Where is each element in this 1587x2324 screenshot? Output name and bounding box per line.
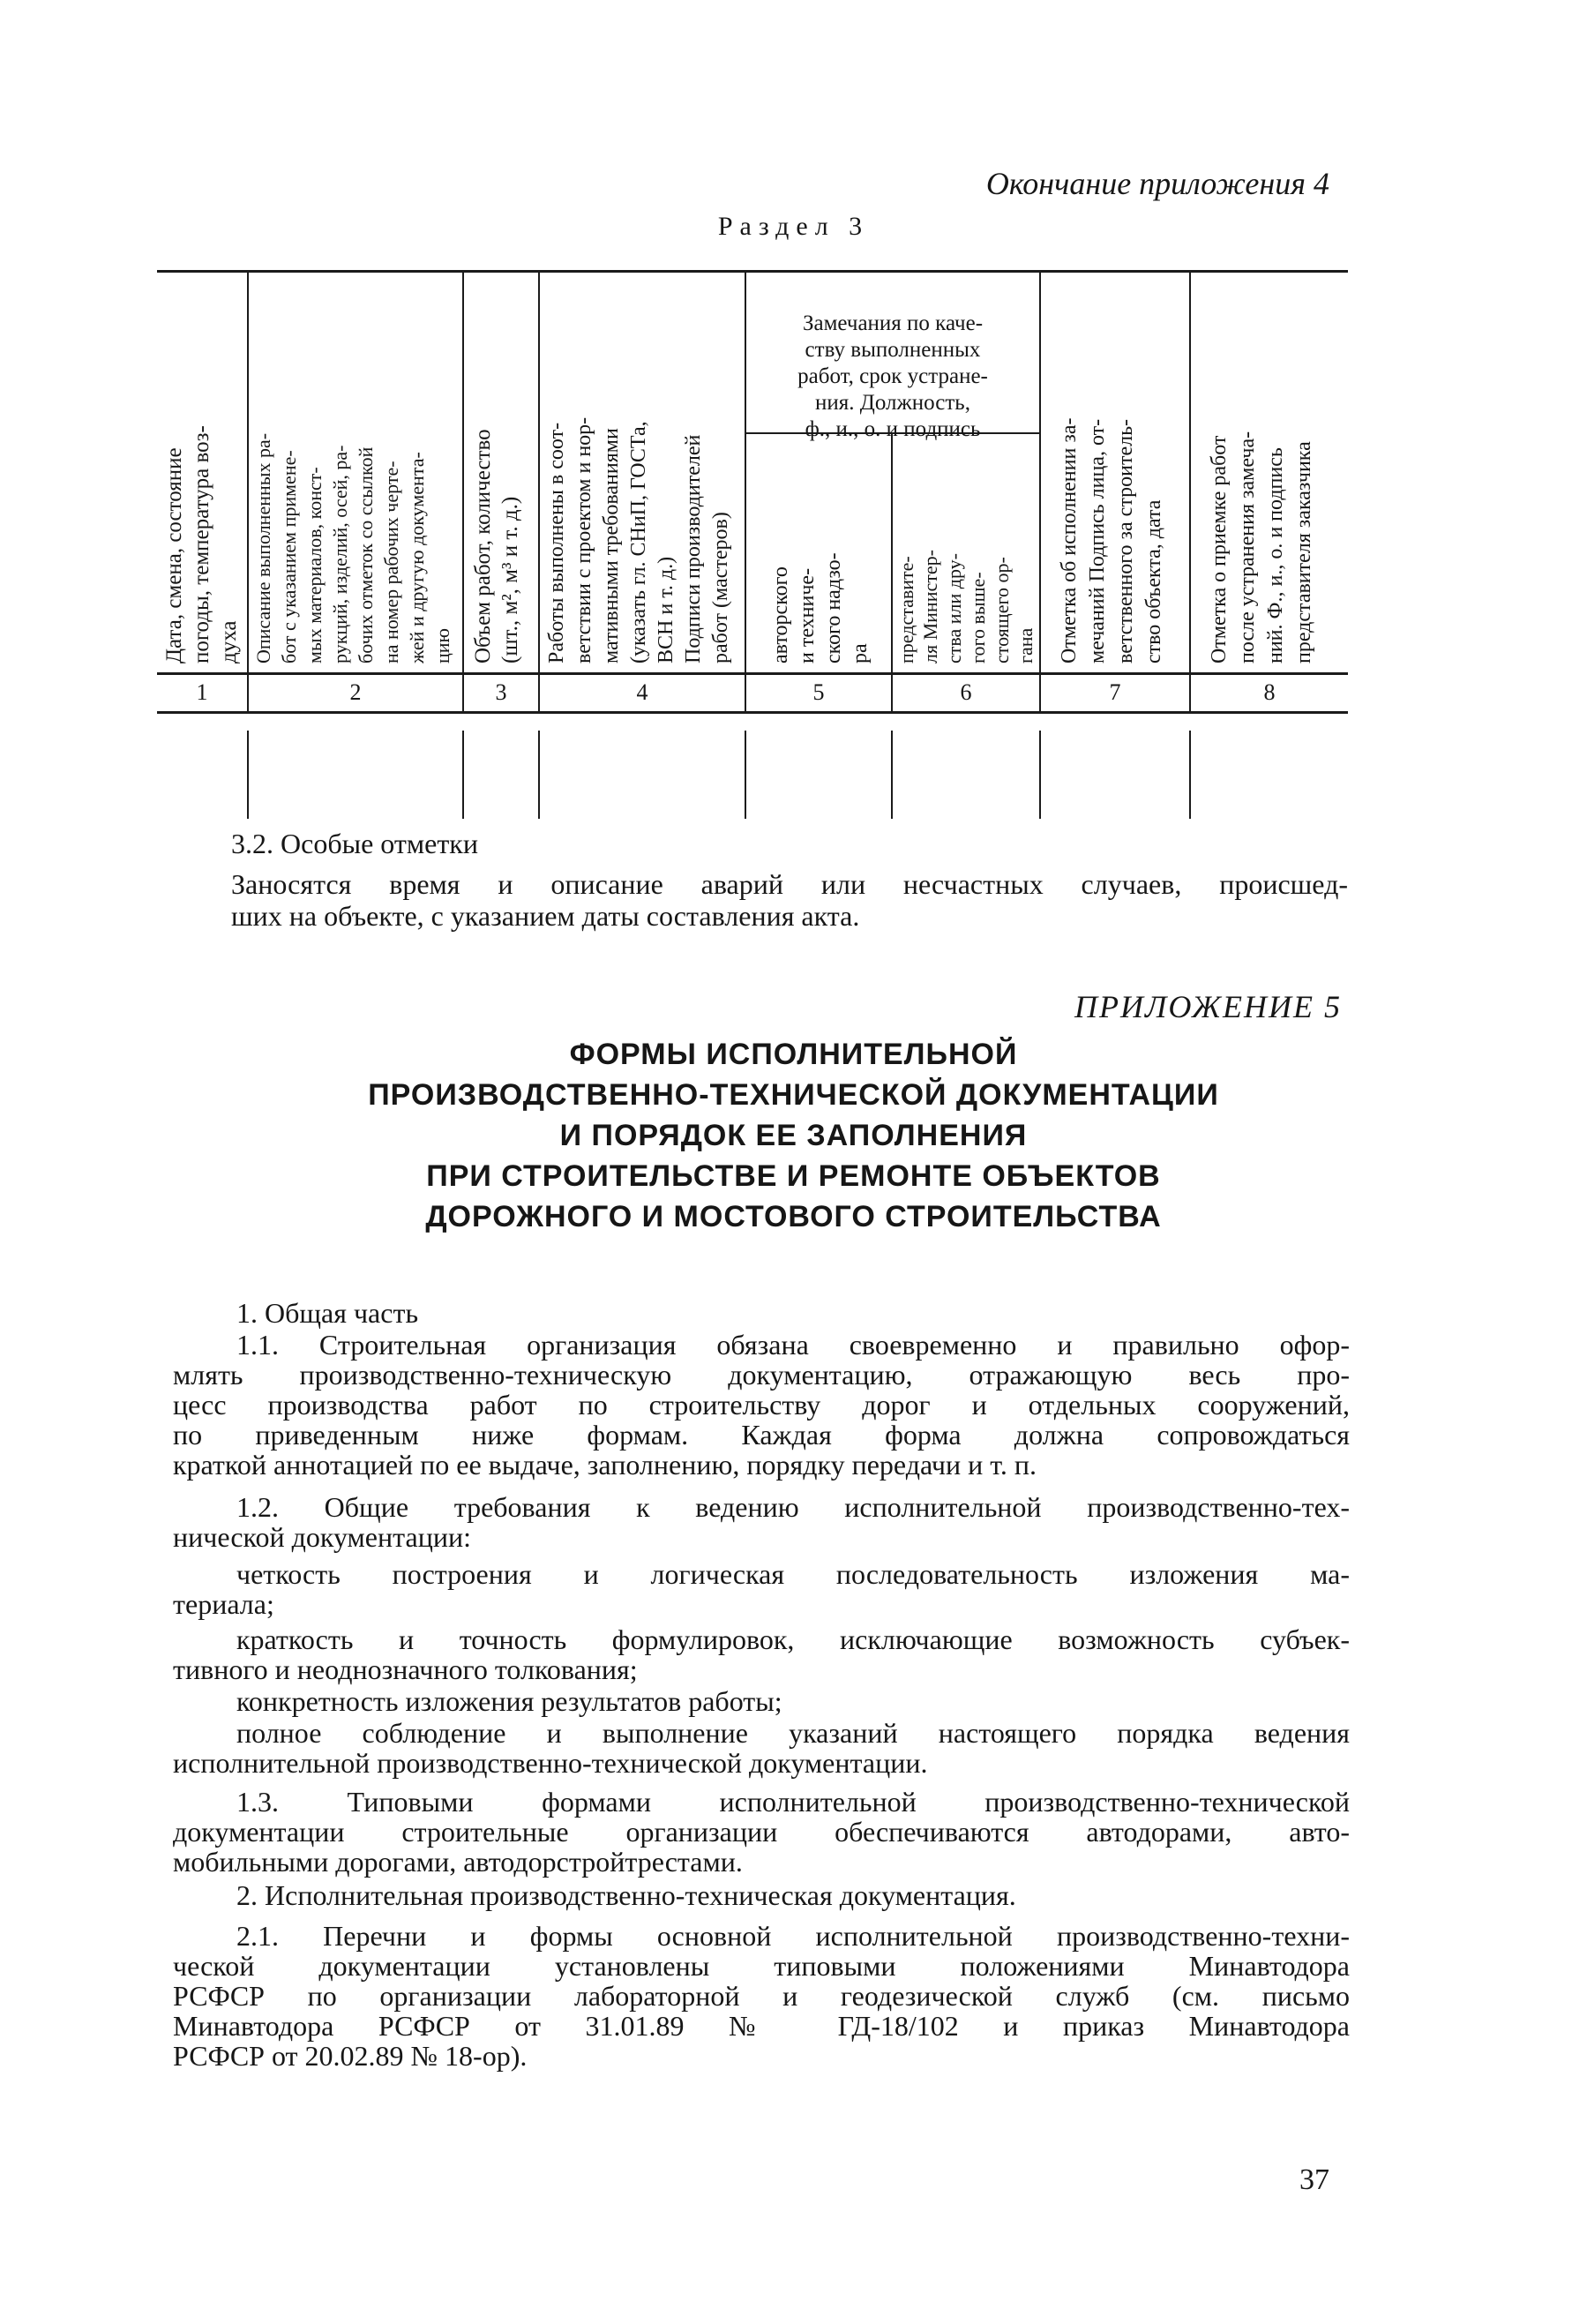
col-number: 2 <box>349 679 362 705</box>
paragraph-1-1: краткой аннотацией по ее выдаче, заполнению, порядку передачи и т. п. <box>173 1449 1037 1481</box>
table-header-rule <box>157 672 1348 675</box>
paragraph-1-3: мобильными дорогами, автодорстройтрестами. <box>173 1846 743 1878</box>
list-item: полное соблюдение и выполнение указаний настоящего порядка ведения <box>236 1717 1350 1749</box>
col-number: 7 <box>1109 679 1121 705</box>
paragraph-2-1: ческой документации установлены типовыми положениями Минавтодора <box>173 1950 1350 1982</box>
body-col-divider <box>1189 731 1191 819</box>
col-number: 4 <box>636 679 648 705</box>
paragraph-1-3: документации строительные организации обеспечиваются автодорами, авто- <box>173 1816 1350 1848</box>
appendix-continuation-label: Окончание приложения 4 <box>985 166 1329 201</box>
paragraph-2-1: РСФСР от 20.02.89 № 18-ор). <box>173 2040 528 2072</box>
list-item: исполнительной производственно-технической документации. <box>173 1747 928 1779</box>
special-notes-text: Заносятся время и описание аварий или несчастных случаев, происшед- <box>231 868 1348 900</box>
journal-table <box>157 270 1348 819</box>
body-col-divider <box>745 731 746 819</box>
special-notes-heading: 3.2. Особые отметки <box>231 828 478 859</box>
col-number: 1 <box>196 679 208 705</box>
list-item: териала; <box>173 1588 274 1620</box>
paragraph-1-1: 1.1. Строительная организация обязана своевременно и правильно офор- <box>236 1329 1350 1361</box>
col-divider <box>1189 270 1191 711</box>
paragraph-1-3: 1.3. Типовыми формами исполнительной производственно-технической <box>236 1786 1350 1818</box>
paragraph-2-1: 2.1. Перечни и формы основной исполнительной производственно-техни- <box>236 1920 1350 1952</box>
list-item: тивного и неоднозначного толкования; <box>173 1653 638 1685</box>
appendix-title: ФОРМЫ ИСПОЛНИТЕЛЬНОЙ ПРОИЗВОДСТВЕННО-ТЕХНИЧЕСКОЙ ДОКУМЕНТАЦИИ И ПОРЯДОК ЕЕ ЗАПОЛНЕНИЯ ПРИ СТРОИТЕЛЬСТВЕ И РЕМОНТЕ ОБЪЕКТОВ ДОРОЖНОГО И МОСТОВОГО СТРОИТЕЛЬСТВА <box>368 1038 1219 1233</box>
col-number: 3 <box>495 679 507 705</box>
col-number: 5 <box>812 679 825 705</box>
col4-header: Работы выполнены в соот- ветствии с проектом и нор- мативными требованиями (указать гл. СНиП, ГОСТа, ВСН и т. д.) Подписи производителей работ (мастеров) <box>545 416 732 663</box>
section-title: Раздел 3 <box>717 212 870 241</box>
col-divider <box>247 270 249 711</box>
body-col-divider <box>247 731 249 819</box>
col-number: 8 <box>1263 679 1276 705</box>
col-divider <box>462 270 464 711</box>
col6-header: представите- ля Министер- ства или дру- гого выше- стоящего ор- гана <box>895 550 1037 663</box>
list-item: краткость и точность формулировок, исключающие возможность субъек- <box>236 1623 1350 1655</box>
col3-header: Объем работ, количество (шт., м², м³ и т. д.) <box>471 429 522 663</box>
body-col-divider <box>462 731 464 819</box>
col5-header: авторского и техниче- ского надзо- ра <box>769 552 872 663</box>
col8-header: Отметка о приемке работ после устранения замеча- ний. Ф., и., о. и подпись представителя заказчика <box>1208 431 1315 663</box>
remarks-group-header: Замечания по каче- ству выполненных работ, срок устране- ния. Должность, ф., и., о. и подпись <box>797 311 988 441</box>
col-divider <box>1039 270 1041 711</box>
paragraph-2-1: Минавтодора РСФСР от 31.01.89 № ГД-18/102 и приказ Минавтодора <box>173 2010 1350 2042</box>
col-number: 6 <box>960 679 972 705</box>
paragraph-1-2: 1.2. Общие требования к ведению исполнительной производственно-тех- <box>236 1491 1350 1523</box>
col-divider <box>538 270 540 711</box>
col-divider <box>891 434 893 711</box>
special-notes-text-cont: ших на объекте, с указанием даты составления акта. <box>231 900 860 932</box>
list-item: четкость построения и логическая последовательность изложения ма- <box>236 1558 1350 1590</box>
appendix-label: ПРИЛОЖЕНИЕ 5 <box>1074 989 1342 1024</box>
paragraph-1-2: нической документации: <box>173 1521 471 1553</box>
paragraph-2-1: РСФСР по организации лабораторной и геодезической служб (см. письмо <box>173 1980 1350 2012</box>
table-top-rule <box>157 270 1348 273</box>
paragraph-1-1: по приведенным ниже формам. Каждая форма должна сопровождаться <box>173 1419 1350 1451</box>
body-col-divider <box>538 731 540 819</box>
table-numbers-rule <box>157 711 1348 714</box>
paragraph-1-1: цесс производства работ по строительству дорог и отдельных сооружений, <box>173 1389 1350 1421</box>
body-col-divider <box>1039 731 1041 819</box>
col7-header: Отметка об исполнении за- мечаний Подпись лица, от- ветственного за строитель- ство объекта, дата <box>1058 417 1165 663</box>
paragraph-1-1: млять производственно-техническую документацию, отражающую весь про- <box>173 1359 1350 1391</box>
list-item: конкретность изложения результатов работы; <box>236 1685 782 1717</box>
col1-header: Дата, смена, состояние погоды, температура воз- духа <box>162 425 241 663</box>
section-heading-general: 1. Общая часть <box>236 1297 419 1329</box>
body-col-divider <box>891 731 893 819</box>
section-heading-docs: 2. Исполнительная производственно-техническая документация. <box>236 1879 1016 1911</box>
page-number: 37 <box>1299 2163 1329 2196</box>
col2-header: Описание выполненных ра- бот с указанием примене- мых материалов, конст- рукций, изделий, осей, ра- бочих отметок со ссылкой на номер рабочих черте- жей и другую документа- цию <box>252 432 453 663</box>
